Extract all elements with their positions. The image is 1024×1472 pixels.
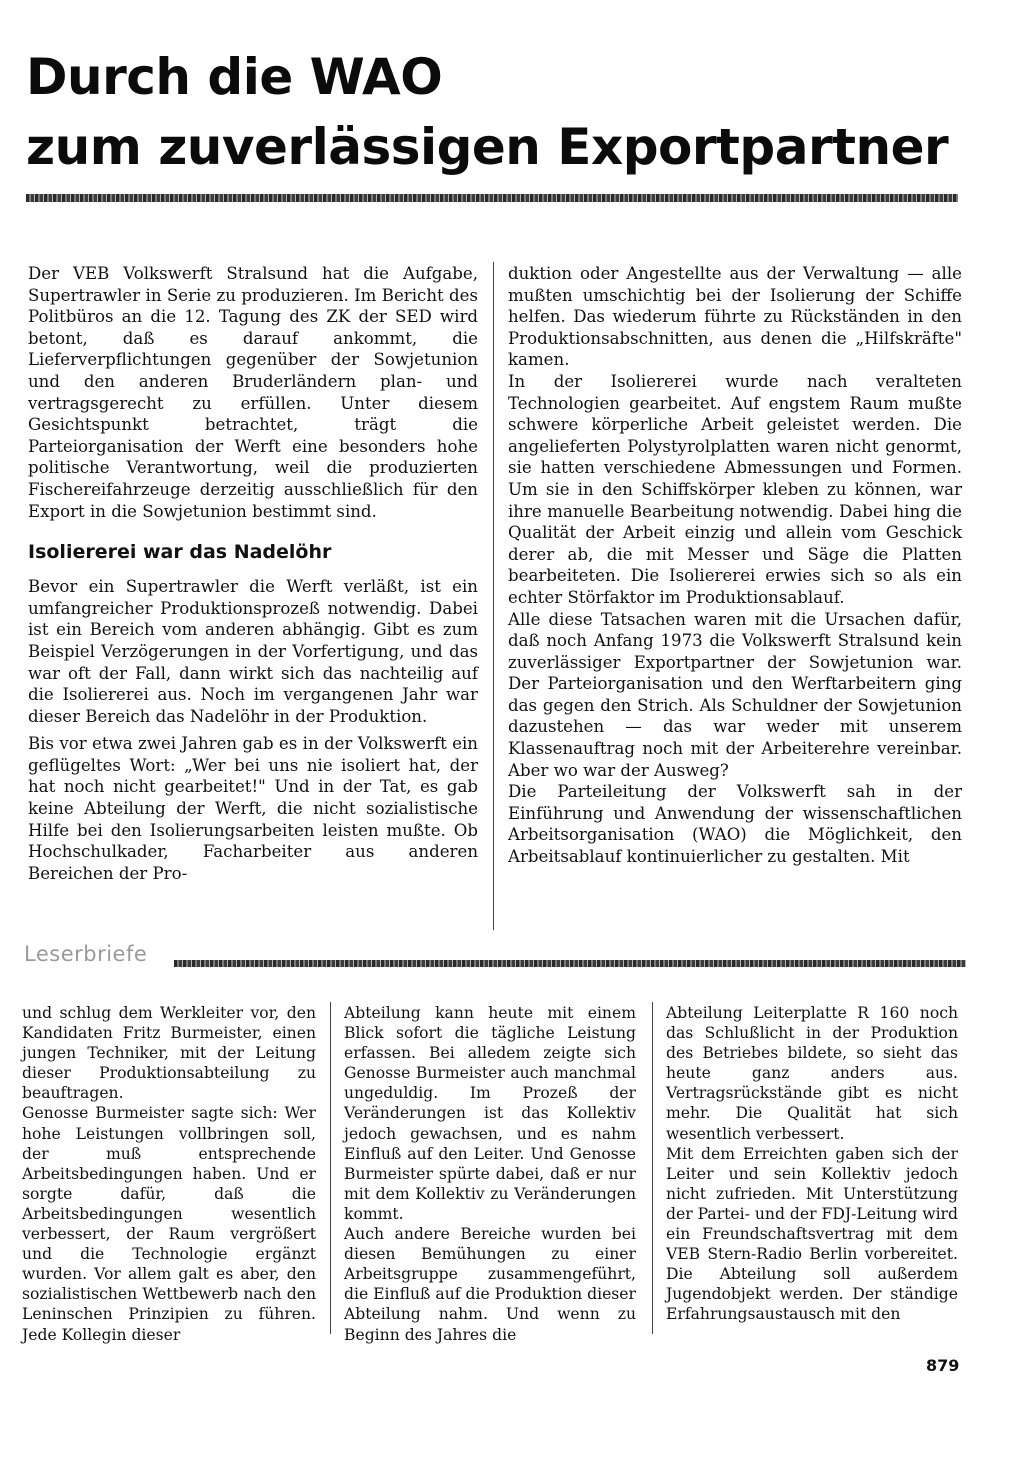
article-paragraph: Alle diese Tatsachen waren mit die Ursachen dafür, daß noch Anfang 1973 die Volkswerft Stralsund kein zuverlässiger Exportpartner der Sowjetunion war. Der Parteiorganisation und den Werftarbeitern ging das gegen den Strich. Als Schuldner der Sowjetunion dazustehen — das war weder mit unserem Klassenauftrag noch mit der Arbeiterehre vereinbar. Aber wo war der Ausweg? <box>508 609 962 780</box>
section-rule <box>174 960 966 967</box>
article-subheading: Isoliererei war das Nadelöhr <box>28 541 332 564</box>
article-paragraph: In der Isoliererei wurde nach veralteten Technologien gearbeitet. Auf engstem Raum mußte schwere körperliche Arbeit geleistet werden. Die angelieferten Polystyrolplatten waren nicht genormt, sie hatten verschiedene Abmessungen und Formen. Um sie in den Schiffskörper kleben zu können, war ihre manuelle Bearbeitung notwendig. Dabei hing die Qualität der Arbeit einzig und allein vom Geschick derer ab, die mit Messer und Säge die Platten bearbeiteten. Die Isoliererei erwies sich so als ein echter Störfaktor im Produktionsablauf. <box>508 371 962 607</box>
letter-paragraph: und schlug dem Werkleiter vor, den Kandidaten Fritz Burmeister, einen jungen Techniker, mit der Leitung dieser Produktionsabteilung zu beauftragen. <box>22 1004 316 1103</box>
letters-column-2 <box>344 1003 636 1345</box>
column-divider <box>493 262 494 930</box>
letter-paragraph: Abteilung Leiterplatte R 160 noch das Schlußlicht in der Produktion des Betriebes bildete, so sieht das heute ganz anders aus. Vertragsrückstände gibt es nicht mehr. Die Qualität hat sich wesentlich verbessert. <box>666 1004 958 1143</box>
article-paragraph: Der VEB Volkswerft Stralsund hat die Aufgabe, Supertrawler in Serie zu produzieren. Im Bericht des Politbüros an die 12. Tagung des ZK der SED wird betont, daß es darauf ankommt, die Lieferverpflichtungen gegenüber der Sowjetunion und den anderen Bruderländern plan- und vertragsgerecht zu erfüllen. Unter diesem Gesichtspunkt betrachtet, trägt die Parteiorganisation der Werft eine besonders hohe politische Verantwortung, weil die produzierten Fischereifahrzeuge derzeitig ausschließlich für den Export in die Sowjetunion bestimmt sind. <box>28 264 478 521</box>
page-number: 879 <box>926 1356 960 1375</box>
column-divider <box>652 1002 653 1334</box>
letter-paragraph: Abteilung kann heute mit einem Blick sofort die tägliche Leistung erfassen. Bei alledem zeigte sich Genosse Burmeister auch manchmal ungeduldig. Im Prozeß der Veränderungen ist das Kollektiv jedoch gewachsen, und es nahm Einfluß auf den Leiter. Und Genosse Burmeister spürte dabei, daß er nur mit dem Kollektiv zu Veränderungen kommt. <box>344 1004 636 1223</box>
headline-line-2: zum zuverlässigen Exportpartner <box>26 118 949 176</box>
article-paragraph: duktion oder Angestellte aus der Verwaltung — alle mußten umschichtig bei der Isolierung der Schiffe helfen. Das wiederum führte zu Rückständen in den Produktionsabschnitten, aus denen die „Hilfskräfte" kamen. <box>508 264 962 370</box>
letter-paragraph: Mit dem Erreichten gaben sich der Leiter und sein Kollektiv jedoch nicht zufrieden. Mit Unterstützung der Partei- und der FDJ-Leitung wird ein Freundschaftsvertrag mit dem VEB Stern-Radio Berlin vorbereitet. Die Abteilung soll außerdem Jugendobjekt werden. Der ständige Erfahrungsaustausch mit den <box>666 1144 958 1324</box>
article-column-1 <box>28 263 478 884</box>
letters-column-3 <box>666 1003 958 1325</box>
column-divider <box>330 1002 331 1334</box>
article-paragraph: Bevor ein Supertrawler die Werft verläßt, ist ein umfangreicher Produktionsprozeß notwendig. Dabei ist ein Bereich vom anderen abhängig. Gibt es zum Beispiel Verzögerungen in der Vorfertigung, und das war oft der Fall, dann wirkt sich das nachteilig auf die Isoliererei aus. Noch im vergangenen Jahr war dieser Bereich das Nadelöhr in der Produktion. <box>28 577 478 726</box>
article-paragraph: Bis vor etwa zwei Jahren gab es in der Volkswerft ein geflügeltes Wort: „Wer bei uns nie isoliert hat, der hat noch nicht gearbeitet!" Und in der Tat, es gab keine Abteilung der Werft, die nicht sozialistische Hilfe bei den Isolierungsarbeiten leisten mußte. Ob Hochschulkader, Facharbeiter aus anderen Bereichen der Pro- <box>28 734 478 883</box>
letters-column-1 <box>22 1003 316 1345</box>
headline <box>26 42 986 182</box>
article-column-2 <box>508 263 962 868</box>
headline-rule <box>26 194 958 202</box>
letter-paragraph: Genosse Burmeister sagte sich: Wer hohe Leistungen vollbringen soll, der muß entsprechende Arbeitsbedingungen haben. Und er sorgte dafür, daß die Arbeitsbedingungen wesentlich verbessert, der Raum vergrößert und die Technologie ergänzt wurden. Vor allem galt es aber, den sozialistischen Wettbewerb nach den Leninschen Prinzipien zu führen. Jede Kollegin dieser <box>22 1104 316 1344</box>
letter-paragraph: Auch andere Bereiche wurden bei diesen Bemühungen zu einer Arbeitsgruppe zusammengeführt, die Einfluß auf die Produktion dieser Abteilung nahm. Und wenn zu Beginn des Jahres die <box>344 1225 636 1344</box>
article-paragraph: Die Parteileitung der Volkswerft sah in der Einführung und Anwendung der wissenschaftlichen Arbeitsorganisation (WAO) die Möglichkeit, den Arbeitsablauf kontinuierlicher zu gestalten. Mit <box>508 782 962 867</box>
section-label-leserbriefe: Leserbriefe <box>24 942 148 966</box>
headline-line-1: Durch die WAO <box>26 48 443 106</box>
